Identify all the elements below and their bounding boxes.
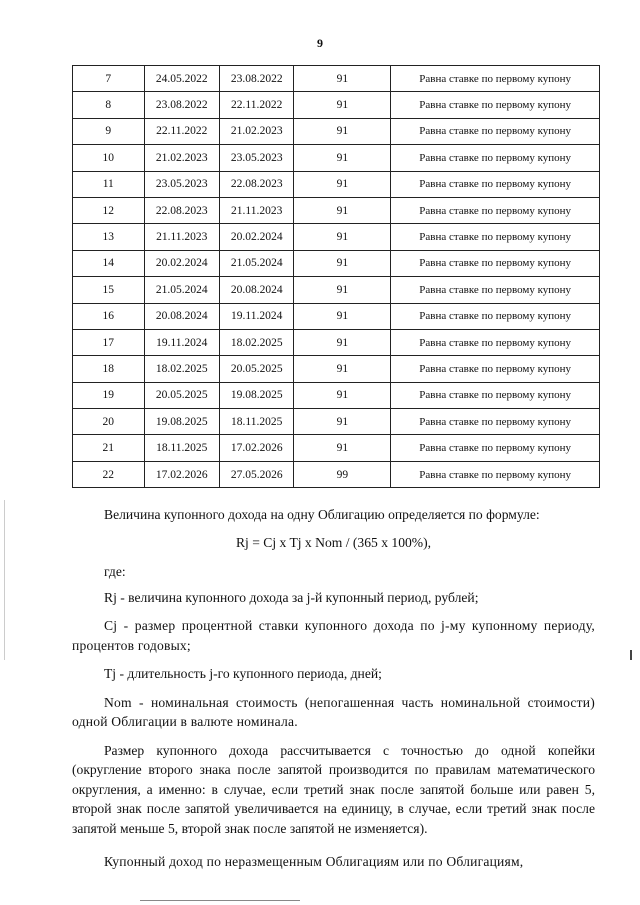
table-row	[73, 224, 600, 250]
page-number: 9	[317, 36, 323, 50]
coupon-rate-cell: Равна ставке по первому купону	[391, 250, 600, 276]
coupon-rate-cell: Равна ставке по первому купону	[391, 409, 600, 435]
period-end-cell: 18.11.2025	[219, 409, 293, 435]
period-days-cell: 91	[294, 250, 391, 276]
period-start-cell: 21.02.2023	[144, 145, 219, 171]
period-start-cell: 21.11.2023	[144, 224, 219, 250]
period-days-cell: 91	[294, 277, 391, 303]
period-days-cell: 91	[294, 382, 391, 408]
table-row	[73, 145, 600, 171]
table-row	[73, 277, 600, 303]
coupon-rate-cell: Равна ставке по первому купону	[391, 224, 600, 250]
coupon-formula: Rj = Cj x Tj x Nom / (365 x 100%),	[235, 534, 432, 550]
coupon-schedule-table	[72, 65, 600, 488]
period-start-cell: 22.08.2023	[144, 197, 219, 223]
coupon-number-cell: 8	[73, 92, 145, 118]
coupon-number-cell: 9	[73, 118, 145, 144]
definition-rj: Rj - величина купонного дохода за j-й купонный период, рублей;	[104, 589, 479, 605]
period-days-cell: 91	[294, 66, 391, 92]
period-start-cell: 19.11.2024	[144, 329, 219, 355]
coupon-rate-cell: Равна ставке по первому купону	[391, 303, 600, 329]
period-days-cell: 91	[294, 145, 391, 171]
coupon-number-cell: 14	[73, 250, 145, 276]
coupon-rate-cell: Равна ставке по первому купону	[391, 92, 600, 118]
period-start-cell: 23.05.2023	[144, 171, 219, 197]
period-days-cell: 91	[294, 356, 391, 382]
table-row	[73, 66, 600, 92]
table-row	[73, 356, 600, 382]
period-days-cell: 91	[294, 303, 391, 329]
coupon-rate-cell: Равна ставке по первому купону	[391, 435, 600, 461]
definition-nom: Nom - номинальная стоимость (непогашенная часть номинальной стоимости) одной Облигации в валюте номинала.	[72, 694, 595, 729]
coupon-number-cell: 16	[73, 303, 145, 329]
definition-cj: Cj - размер процентной ставки купонного дохода по j-му купонному периоду, процентов годовых;	[72, 618, 595, 653]
period-start-cell: 19.08.2025	[144, 409, 219, 435]
formula-intro: Величина купонного дохода на одну Облигацию определяется по формуле:	[104, 507, 540, 522]
period-days-cell: 91	[294, 118, 391, 144]
table-row	[73, 171, 600, 197]
coupon-number-cell: 22	[73, 461, 145, 487]
period-start-cell: 24.05.2022	[144, 66, 219, 92]
rounding-rule: Размер купонного дохода рассчитывается с точностью до одной копейки (округление второго знака после запятой производится по правилам математического округления, а именно: в случае, если третий знак после запятой больше или равен 5, второй знак после запятой увеличивается на единицу, в случае, если третий знак после запятой меньше 5, второй знак после запятой не изменяется).	[72, 742, 595, 836]
coupon-number-cell: 17	[73, 329, 145, 355]
table-row	[73, 250, 600, 276]
period-start-cell: 20.08.2024	[144, 303, 219, 329]
coupon-rate-cell: Равна ставке по первому купону	[391, 356, 600, 382]
table-row	[73, 461, 600, 487]
period-end-cell: 18.02.2025	[219, 329, 293, 355]
scan-side-tick	[630, 650, 632, 660]
period-end-cell: 21.05.2024	[219, 250, 293, 276]
period-end-cell: 19.08.2025	[219, 382, 293, 408]
period-days-cell: 91	[294, 197, 391, 223]
coupon-rate-cell: Равна ставке по первому купону	[391, 277, 600, 303]
coupon-number-cell: 15	[73, 277, 145, 303]
definition-tj: Tj - длительность j-го купонного периода, дней;	[104, 666, 382, 681]
document-body	[72, 505, 595, 872]
period-start-cell: 18.11.2025	[144, 435, 219, 461]
coupon-number-cell: 7	[73, 66, 145, 92]
period-start-cell: 20.02.2024	[144, 250, 219, 276]
unplaced-bonds-paragraph: Купонный доход по неразмещенным Облигациям или по Облигациям,	[104, 854, 524, 869]
period-start-cell: 23.08.2022	[144, 92, 219, 118]
table-row	[73, 92, 600, 118]
table-row	[73, 118, 600, 144]
period-days-cell: 91	[294, 171, 391, 197]
table-row	[73, 382, 600, 408]
period-end-cell: 22.11.2022	[219, 92, 293, 118]
where-label: где:	[104, 564, 126, 579]
coupon-table-body	[73, 66, 600, 488]
period-end-cell: 23.08.2022	[219, 66, 293, 92]
coupon-rate-cell: Равна ставке по первому купону	[391, 66, 600, 92]
period-end-cell: 20.02.2024	[219, 224, 293, 250]
coupon-number-cell: 18	[73, 356, 145, 382]
period-start-cell: 17.02.2026	[144, 461, 219, 487]
period-end-cell: 21.02.2023	[219, 118, 293, 144]
period-end-cell: 17.02.2026	[219, 435, 293, 461]
period-end-cell: 19.11.2024	[219, 303, 293, 329]
coupon-rate-cell: Равна ставке по первому купону	[391, 382, 600, 408]
coupon-rate-cell: Равна ставке по первому купону	[391, 145, 600, 171]
coupon-number-cell: 20	[73, 409, 145, 435]
period-end-cell: 20.08.2024	[219, 277, 293, 303]
coupon-number-cell: 13	[73, 224, 145, 250]
table-row	[73, 197, 600, 223]
period-start-cell: 21.05.2024	[144, 277, 219, 303]
coupon-rate-cell: Равна ставке по первому купону	[391, 329, 600, 355]
table-row	[73, 303, 600, 329]
coupon-rate-cell: Равна ставке по первому купону	[391, 171, 600, 197]
period-days-cell: 99	[294, 461, 391, 487]
period-end-cell: 22.08.2023	[219, 171, 293, 197]
coupon-number-cell: 19	[73, 382, 145, 408]
period-days-cell: 91	[294, 409, 391, 435]
table-row	[73, 409, 600, 435]
table-row	[73, 329, 600, 355]
footer-rule	[140, 900, 300, 901]
coupon-number-cell: 11	[73, 171, 145, 197]
period-days-cell: 91	[294, 92, 391, 118]
period-days-cell: 91	[294, 329, 391, 355]
period-end-cell: 20.05.2025	[219, 356, 293, 382]
coupon-number-cell: 21	[73, 435, 145, 461]
period-end-cell: 23.05.2023	[219, 145, 293, 171]
coupon-rate-cell: Равна ставке по первому купону	[391, 461, 600, 487]
period-days-cell: 91	[294, 435, 391, 461]
period-days-cell: 91	[294, 224, 391, 250]
period-end-cell: 27.05.2026	[219, 461, 293, 487]
period-end-cell: 21.11.2023	[219, 197, 293, 223]
table-row	[73, 435, 600, 461]
scan-edge-mark	[4, 500, 5, 660]
period-start-cell: 22.11.2022	[144, 118, 219, 144]
period-start-cell: 18.02.2025	[144, 356, 219, 382]
coupon-rate-cell: Равна ставке по первому купону	[391, 118, 600, 144]
coupon-number-cell: 12	[73, 197, 145, 223]
coupon-rate-cell: Равна ставке по первому купону	[391, 197, 600, 223]
coupon-number-cell: 10	[73, 145, 145, 171]
period-start-cell: 20.05.2025	[144, 382, 219, 408]
